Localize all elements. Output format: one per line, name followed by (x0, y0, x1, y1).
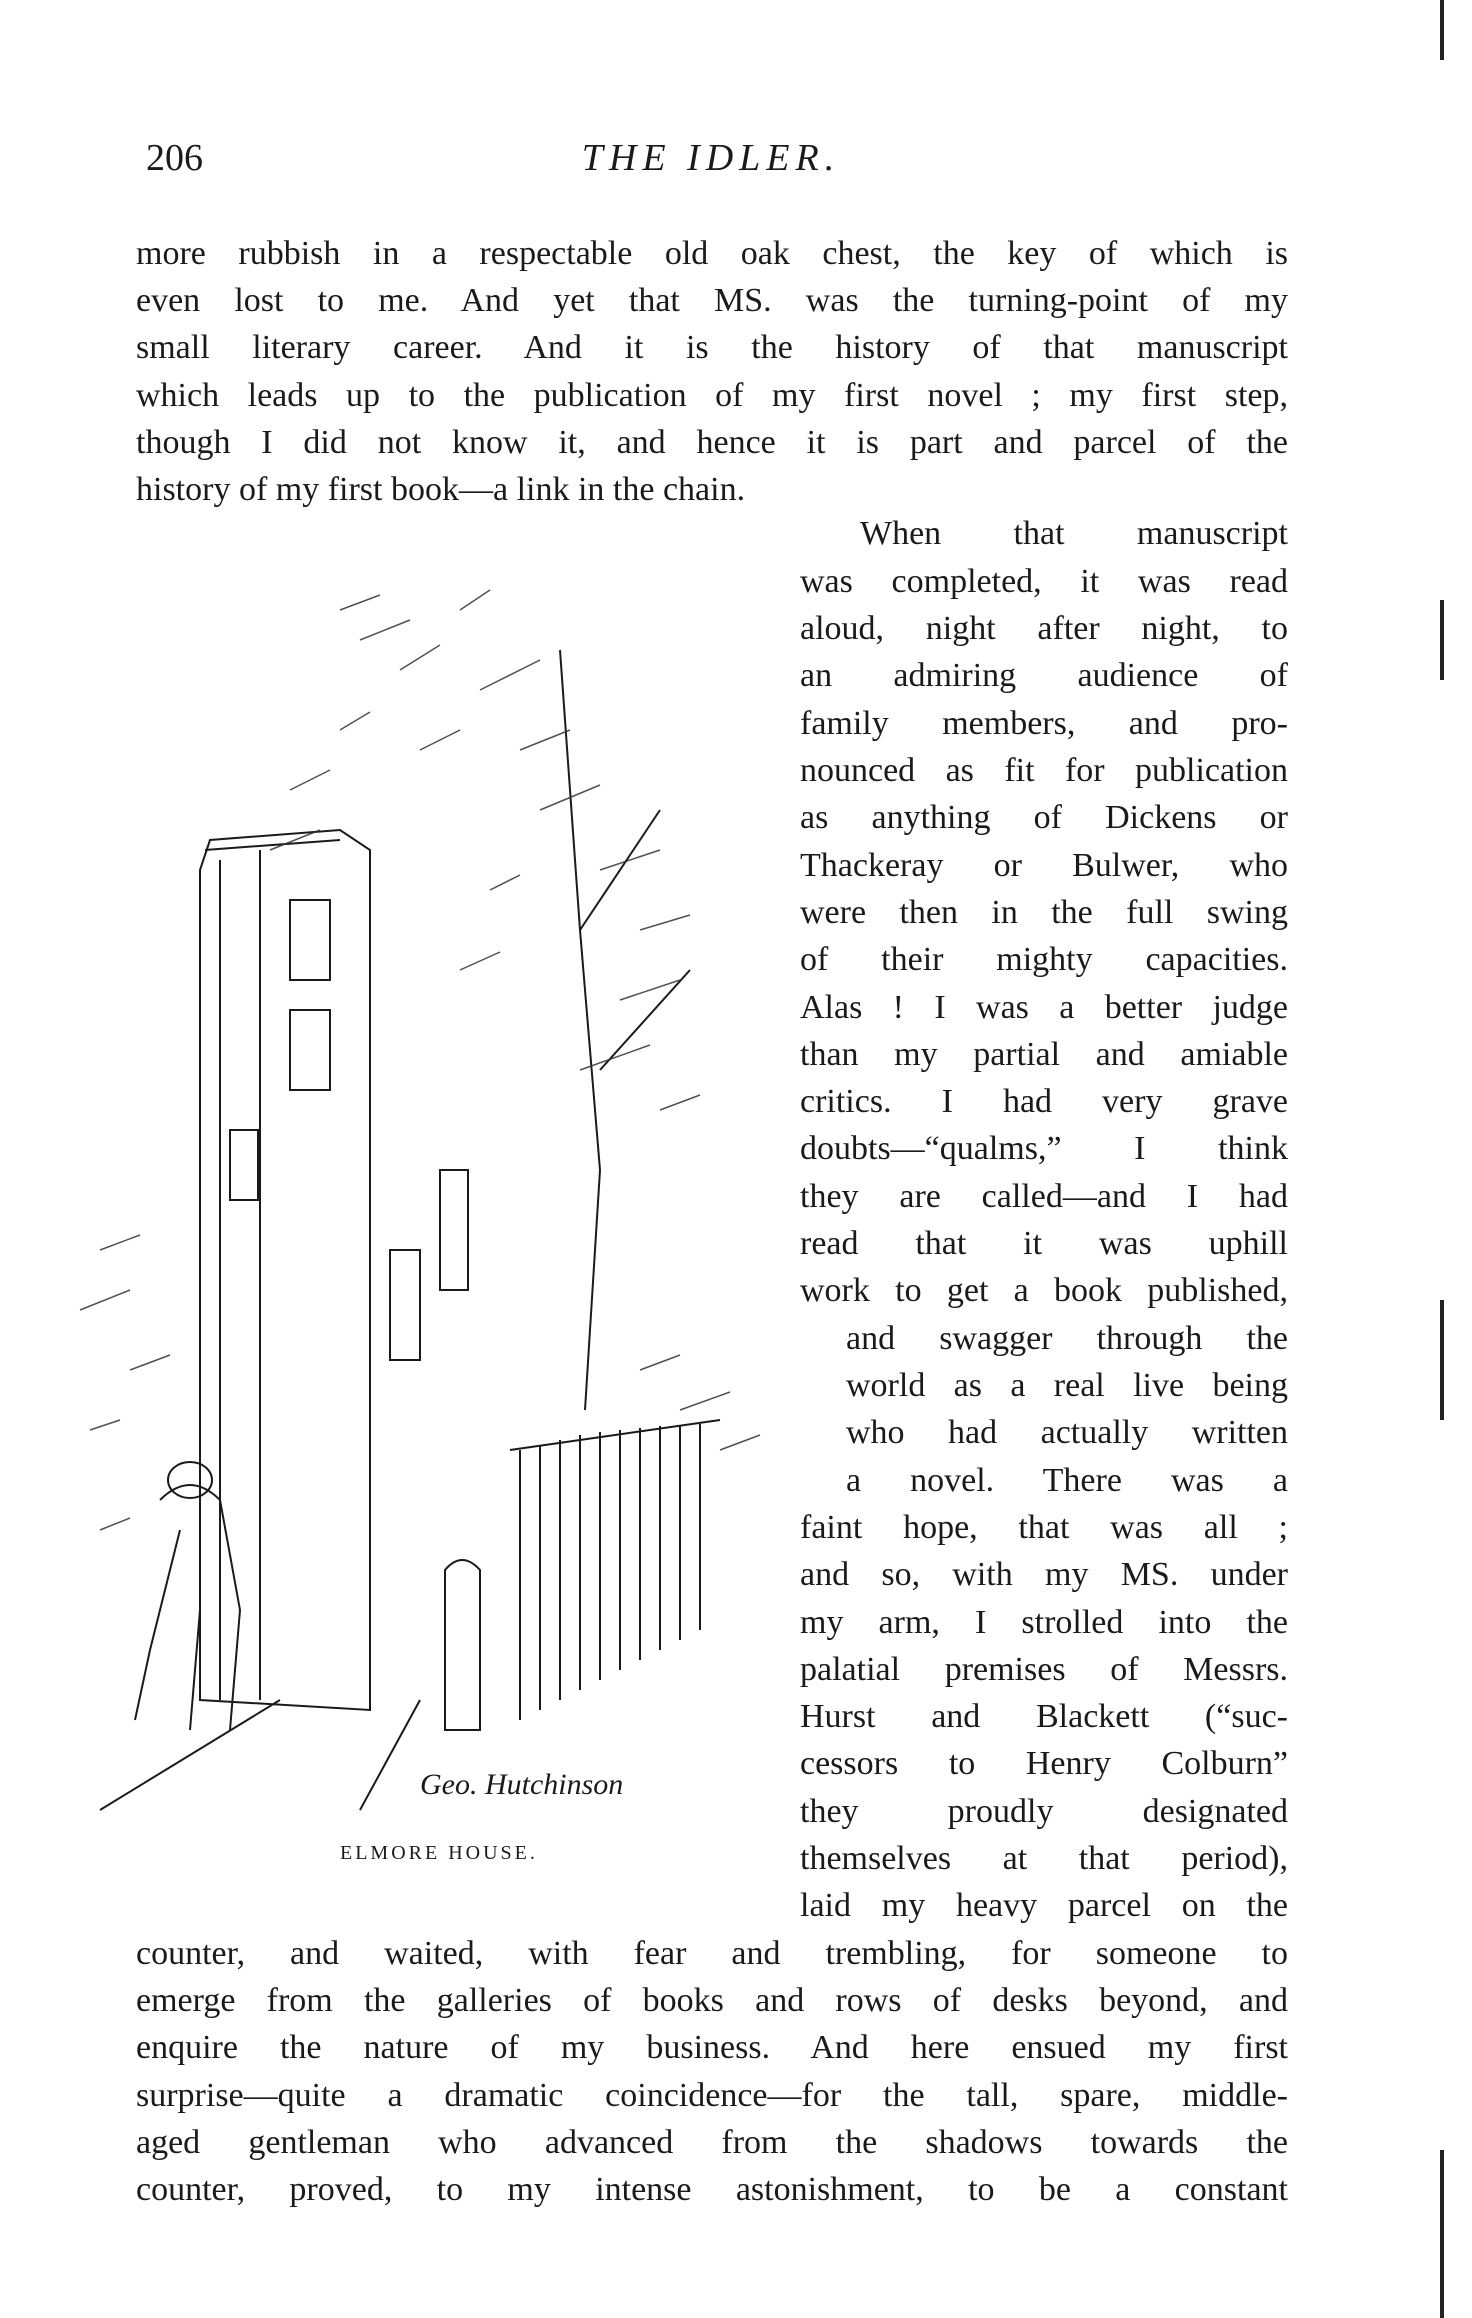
text-line: enquire the nature of my business. And here ensued my first (136, 2029, 1288, 2066)
window (440, 1170, 468, 1290)
text-line: world as a real live being (846, 1367, 1288, 1404)
text-line: even lost to me. And yet that MS. was the turning-point of my (136, 282, 1288, 319)
text-line: as anything of Dickens or (800, 799, 1288, 836)
running-title: THE IDLER. (581, 137, 841, 179)
text-line: faint hope, that was all ; (800, 1509, 1288, 1546)
text-line: themselves at that period), (800, 1840, 1288, 1877)
text-line: palatial premises of Messrs. (800, 1651, 1288, 1688)
scan-edge-mark (1440, 1300, 1444, 1420)
text-line: Thackeray or Bulwer, who (800, 847, 1288, 884)
text-line: surprise—quite a dramatic coincidence—for the tall, spare, middle- (136, 2077, 1288, 2114)
text-line: cessors to Henry Colburn” (800, 1745, 1288, 1782)
engraving-illustration (40, 550, 800, 1820)
text-line: small literary career. And it is the history of that manuscript (136, 329, 1288, 366)
text-line: more rubbish in a respectable old oak chest, the key of which is (136, 235, 1288, 272)
text-line: family members, and pro- (800, 705, 1288, 742)
window (290, 900, 330, 980)
text-line: aloud, night after night, to (800, 610, 1288, 647)
text-line: read that it was uphill (800, 1225, 1288, 1262)
scan-edge-mark (1440, 600, 1444, 680)
fence (510, 1420, 720, 1720)
house-outline (200, 830, 370, 1710)
text-line: my arm, I strolled into the (800, 1604, 1288, 1641)
scan-edge-mark (1440, 2150, 1444, 2318)
text-line: doubts—“qualms,” I think (800, 1130, 1288, 1167)
text-line: history of my first book—a link in the chain. (136, 471, 746, 508)
garden-path (100, 1700, 420, 1810)
illustration-caption: ELMORE HOUSE. (340, 1842, 538, 1864)
window (290, 1010, 330, 1090)
text-line: they proudly designated (800, 1793, 1288, 1830)
text-line: and so, with my MS. under (800, 1556, 1288, 1593)
text-line: When that manuscript (860, 515, 1288, 552)
text-line: and swagger through the (846, 1320, 1288, 1357)
text-line: an admiring audience of (800, 657, 1288, 694)
doorway (445, 1560, 480, 1730)
window (390, 1250, 420, 1360)
page-header (136, 136, 1286, 186)
text-line: which leads up to the publication of my first novel ; my first step, (136, 377, 1288, 414)
artist-signature: Geo. Hutchinson (420, 1768, 624, 1801)
text-line: nounced as fit for publication (800, 752, 1288, 789)
text-line: Alas ! I was a better judge (800, 989, 1288, 1026)
text-line: though I did not know it, and hence it is part and parcel of the (136, 424, 1288, 461)
text-line: counter, proved, to my intense astonishment, to be a constant (136, 2171, 1288, 2208)
tree-trunk (560, 650, 690, 1410)
text-line: a novel. There was a (846, 1462, 1288, 1499)
text-line: critics. I had very grave (800, 1083, 1288, 1120)
scan-edge-mark (1440, 0, 1444, 60)
text-line: aged gentleman who advanced from the shadows towards the (136, 2124, 1288, 2161)
text-line: were then in the full swing (800, 894, 1288, 931)
window (230, 1130, 258, 1200)
text-line: was completed, it was read (800, 563, 1288, 600)
walking-man (135, 1485, 240, 1730)
text-line: laid my heavy parcel on the (800, 1887, 1288, 1924)
page-number: 206 (146, 137, 203, 179)
text-line: counter, and waited, with fear and trembling, for someone to (136, 1935, 1288, 1972)
text-line: emerge from the galleries of books and rows of desks beyond, and (136, 1982, 1288, 2019)
text-line: of their mighty capacities. (800, 941, 1288, 978)
text-line: work to get a book published, (800, 1272, 1288, 1309)
text-line: who had actually written (846, 1414, 1288, 1451)
text-line: they are called—and I had (800, 1178, 1288, 1215)
foliage (80, 590, 760, 1530)
text-line: Hurst and Blackett (“suc- (800, 1698, 1288, 1735)
text-line: than my partial and amiable (800, 1036, 1288, 1073)
